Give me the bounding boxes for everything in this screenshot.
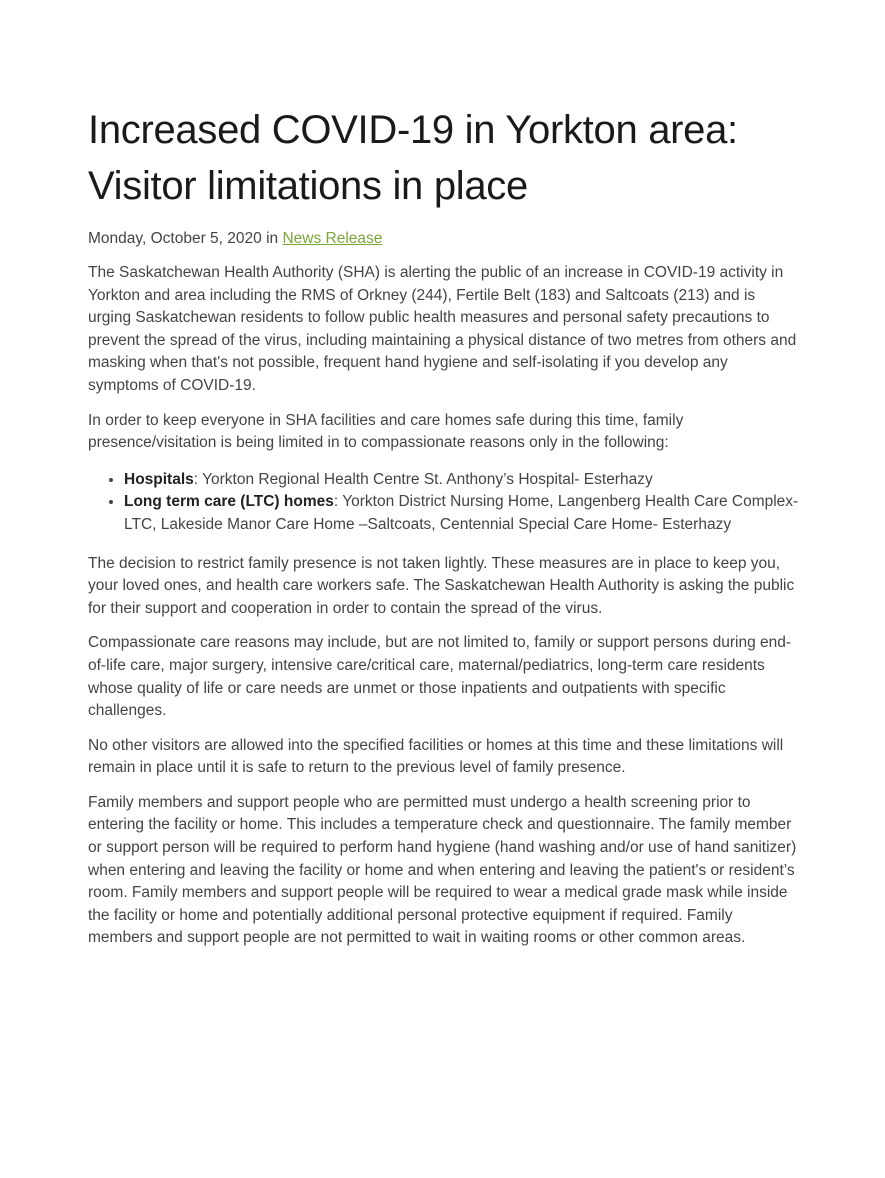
list-item [124,491,800,536]
page-title [88,102,800,214]
article [88,102,800,950]
publish-date: Monday, October 5, 2020 [88,230,262,247]
paragraph-screening: Family members and support people who are permitted must undergo a health screening prior to entering the facility or home. This includes a temperature check and questionnaire. The family member or support person will be required to perform hand hygiene (hand washing and/or use of hand sanitizer) when entering and leaving the facility or home and when entering and leaving the patient's or resident’s room. Family members and support people will be required to wear a medical grade mask while inside the facility or home and potentially additional personal protective equipment if required. Family members and support people are not permitted to wait in waiting rooms or other common areas. [88,793,797,947]
in-label: in [266,230,279,247]
title-line-2: Visitor limitations in place [88,164,528,208]
category-link[interactable]: News Release [282,230,383,247]
paragraph-no-visitors: No other visitors are allowed into the specified facilities or homes at this time and these limitations will remain in place until it is safe to return to the previous level of family presence. [88,736,784,777]
paragraph-limitation: In order to keep everyone in SHA facilities and care homes safe during this time, family presence/visitation is being limited in to compassionate reasons only in the following: [88,411,684,452]
paragraph-intro: The Saskatchewan Health Authority (SHA) is alerting the public of an increase in COVID-19 activity in Yorkton and area including the RMS of Orkney (244), Fertile Belt (183) and Saltcoats (213) and is urging Saskatchewan residents to follow public health measures and personal safety precautions to prevent the spread of the virus, including maintaining a physical distance of two metres from others and masking when that's not possible, frequent hand hygiene and self-isolating if you develop any symptoms of COVID-19. [88,264,797,394]
facility-list [88,469,800,537]
list-item-label: Long term care (LTC) homes [124,493,334,511]
paragraph-compassionate: Compassionate care reasons may include, but are not limited to, family or support persons during end-of-life care, major surgery, intensive care/critical care, maternal/pediatrics, long-term care residents whose quality of life or care needs are unmet or those inpatients and outpatients with specific challenges. [88,634,792,720]
list-item-text: : Yorkton District Nursing Home, Langenberg Health Care Complex- LTC, Lakeside Manor Care Home –Saltcoats, Centennial Special Care Home- Esterhazy [124,493,799,533]
list-item [124,469,800,492]
list-item-text: : Yorkton Regional Health Centre St. Anthony’s Hospital- Esterhazy [193,470,653,488]
article-meta [88,228,800,250]
title-line-1: Increased COVID-19 in Yorkton area: [88,108,738,152]
paragraph-decision: The decision to restrict family presence is not taken lightly. These measures are in place to keep you, your loved ones, and health care workers safe. The Saskatchewan Health Authority is asking the public for their support and cooperation in order to contain the spread of the virus. [88,554,795,617]
list-item-label: Hospitals [124,470,194,488]
